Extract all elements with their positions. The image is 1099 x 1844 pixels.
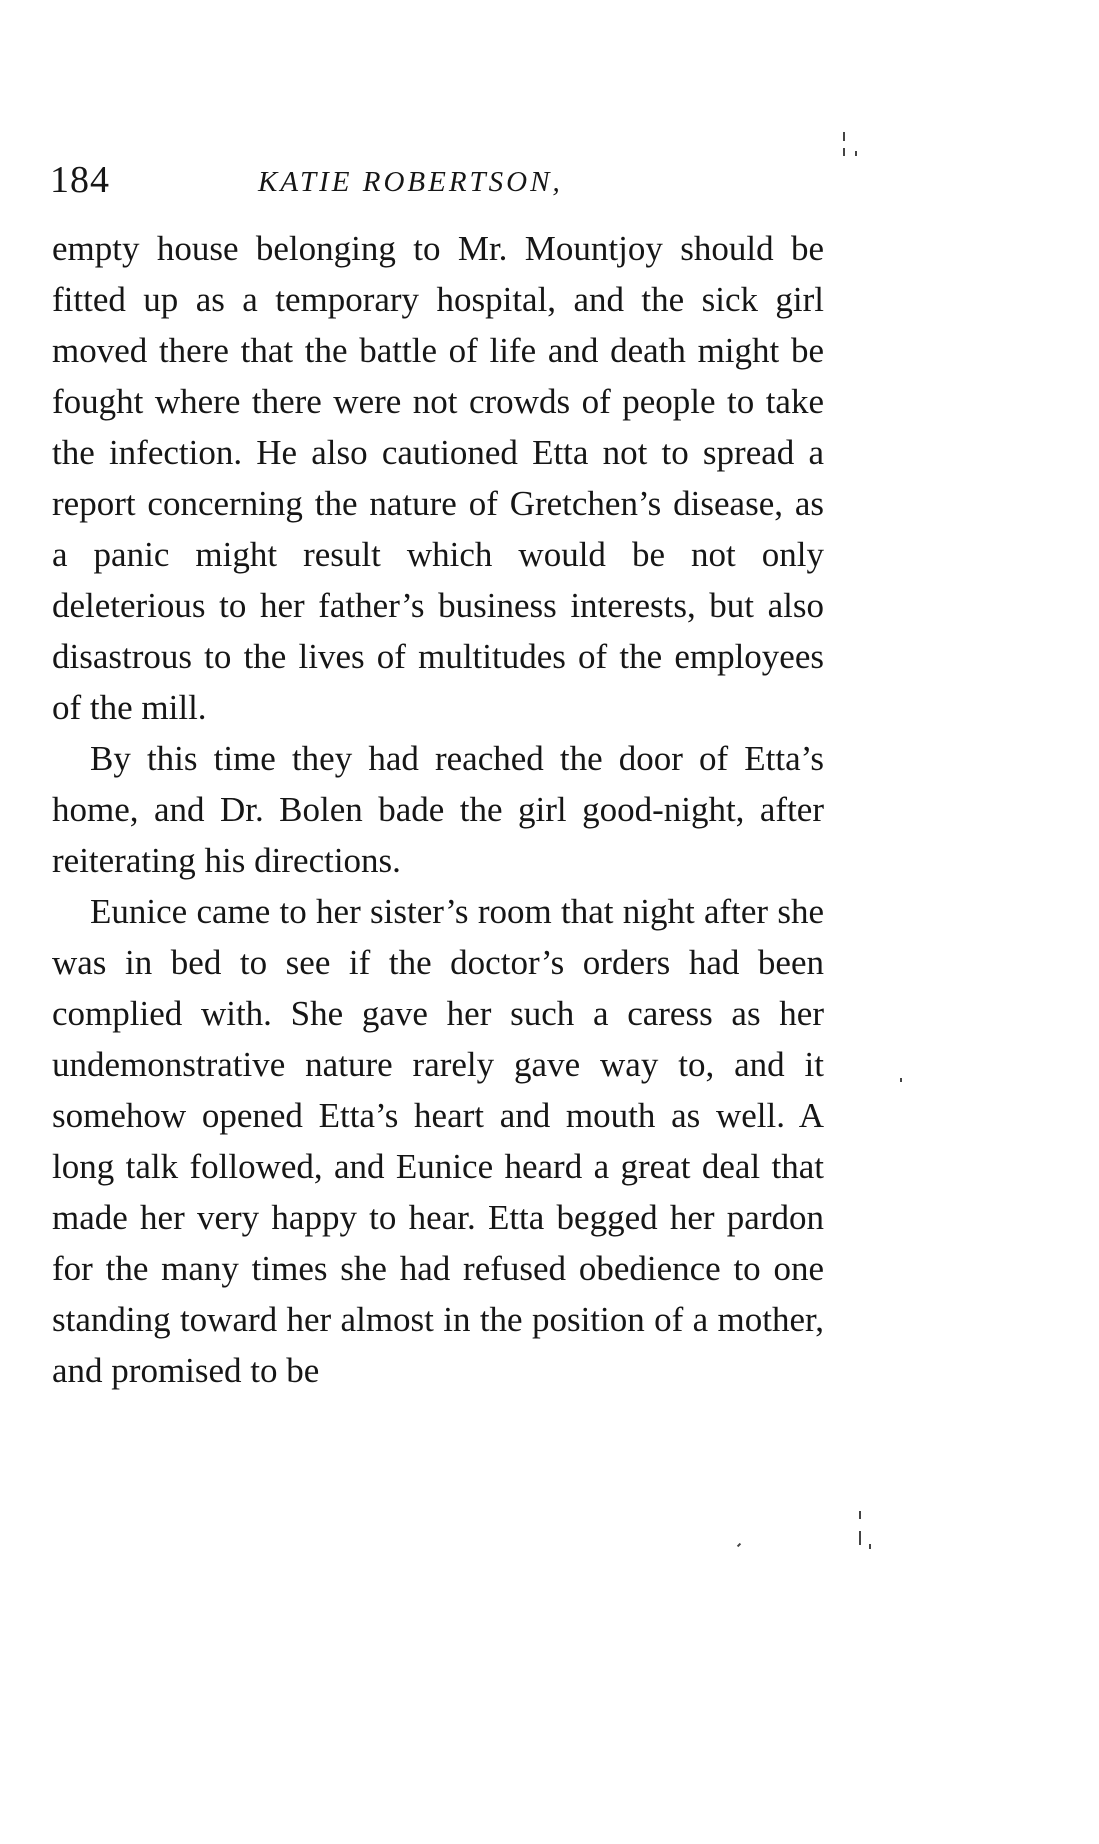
paragraph: By this time they had reached the door of Etta’s home, and Dr. Bolen bade the girl good-night, after reiterating his directions.: [52, 739, 824, 880]
scan-speck: [900, 1078, 902, 1082]
scan-speck: [843, 132, 845, 141]
scan-speck: [843, 148, 845, 156]
scan-speck: [859, 1511, 861, 1519]
paragraph: Eunice came to her sister’s room that night after she was in bed to see if the doctor’s orders had been complied with. She gave her such a caress as her undemonstrative nature rarely gave way to, and it somehow opened Etta’s heart and mouth as well. A long talk followed, and Eunice heard a great deal that made her very happy to hear. Etta begged her pardon for the many times she had refused obedience to one standing toward her almost in the position of a mother, and promised to be: [52, 892, 824, 1390]
running-title: KATIE ROBERTSON,: [258, 166, 563, 198]
scan-speck: [869, 1544, 871, 1549]
paragraph-continued: empty house belonging to Mr. Mountjoy should be fitted up as a temporary hospital, and the sick girl moved there that the battle of life and death might be fought where there were not crowds of people to take the infection. He also cautioned Etta not to spread a report concerning the nature of Gretchen’s disease, as a panic might result which would be not only deleterious to her father’s business interests, but also disastrous to the lives of multitudes of the employees of the mill.: [52, 229, 824, 727]
body-text: [52, 223, 824, 1396]
running-head: [50, 160, 950, 220]
scan-speck: [855, 151, 857, 156]
page-number: 184: [50, 159, 110, 201]
scan-speck: [737, 1543, 741, 1547]
scan-speck: [859, 1531, 861, 1545]
